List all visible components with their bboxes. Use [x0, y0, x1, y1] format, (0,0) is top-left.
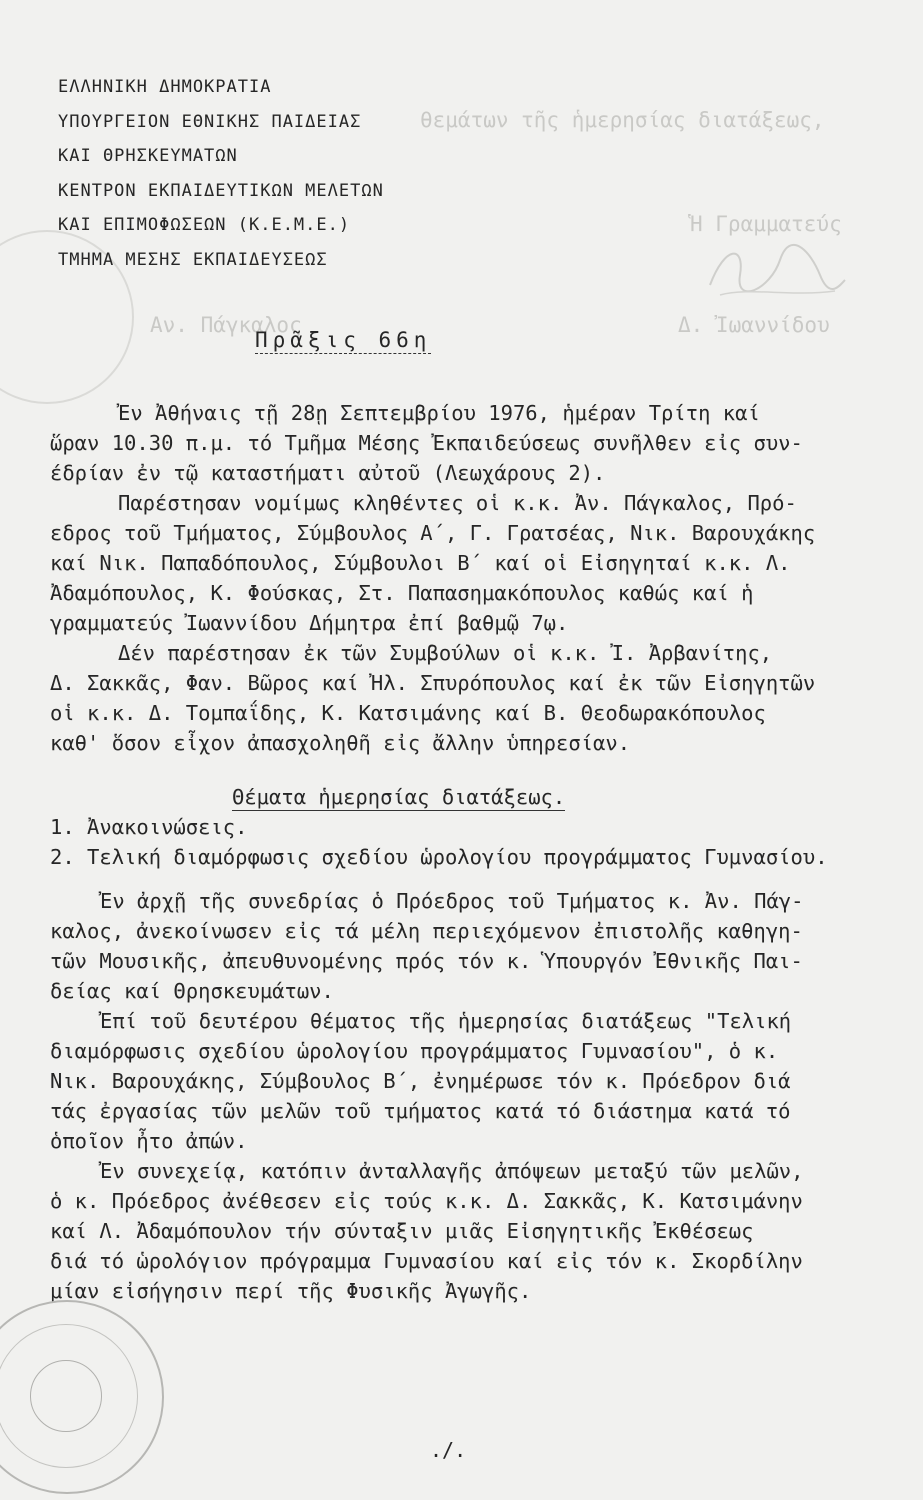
text-line: Παρέστησαν νομίμως κληθέντες οἱ κ.κ. Ἀν. Πάγκαλος, Πρό- [118, 491, 797, 515]
text-line: Ἐν ἀρχῇ τῆς συνεδρίας ὁ Πρόεδρος τοῦ Τμήματος κ. Ἀν. Πάγ- [100, 889, 804, 913]
agenda-title-text: Θέματα ἡμερησίας διατάξεως. [232, 785, 566, 809]
text-line: ὥραν 10.30 π.μ. τό Τμῆμα Μέσης Ἐκπαιδεύσεως συνῆλθεν εἰς συν- [50, 431, 803, 455]
page-end-mark: ./. [430, 1438, 467, 1462]
text-line: Ἀδαμόπουλος, Κ. Φούσκας, Στ. Παπασημακόπουλος καθώς καί ἡ [50, 581, 754, 605]
text-line: τάς ἐργασίας τῶν μελῶν τοῦ τμήματος κατά τό διάστημα κατά τό [50, 1099, 791, 1123]
agenda-item: 1. Ἀνακοινώσεις. [50, 815, 248, 839]
text-line: ὁ κ. Πρόεδρος ἀνέθεσεν εἰς τούς κ.κ. Δ. Σακκᾶς, Κ. Κατσιμάνην [50, 1189, 803, 1213]
official-seal-stamp [0, 1300, 164, 1494]
text-line: ὁποῖον ἦτο ἀπών. [50, 1129, 248, 1153]
text-line: καθ' ὅσον εἶχον ἀπασχοληθῆ εἰς ἄλλην ὑπηρεσίαν. [50, 731, 631, 755]
text-line: εδρος τοῦ Τμήματος, Σύμβουλος Α΄, Γ. Γρατσέας, Νικ. Βαρουχάκης [50, 521, 816, 545]
text-line: Δ. Σακκᾶς, Φαν. Βῶρος καί Ἠλ. Σπυρόπουλος καί ἐκ τῶν Εἰσηγητῶν [50, 671, 816, 695]
document-title [255, 328, 431, 352]
text-line: διά τό ὡρολόγιον πρόγραμμα Γυμνασίου καί εἰς τόν κ. Σκορδίλην [50, 1249, 803, 1273]
agenda-title [50, 782, 892, 812]
text-line: μίαν εἰσήγησιν περί τῆς Φυσικῆς Ἀγωγῆς. [50, 1279, 532, 1303]
text-line: διαμόρφωσις σχεδίου ὡρολογίου προγράμματος Γυμνασίου", ὁ κ. [50, 1039, 779, 1063]
letterhead-line: ΚΕΝΤΡΟΝ ΕΚΠΑΙΔΕΥΤΙΚΩΝ ΜΕΛΕΤΩΝ [58, 180, 384, 201]
text-line: τῶν Μουσικῆς, ἀπευθυνομένης πρός τόν κ. Ὑπουργόν Ἐθνικῆς Παι- [50, 949, 803, 973]
letterhead-line: ΚΑΙ ΘΡΗΣΚΕΥΜΑΤΩΝ [58, 146, 238, 166]
text-line: Ἐν συνεχείᾳ, κατόπιν ἀνταλλαγῆς ἀπόψεων μεταξύ τῶν μελῶν, [100, 1159, 804, 1183]
text-line: γραμματεύς Ἰωαννίδου Δήμητρα ἐπί βαθμῷ 7ῳ. [50, 611, 569, 635]
minutes-body [50, 398, 892, 1306]
text-line: Ἐπί τοῦ δευτέρου θέματος τῆς ἡμερησίας διατάξεως "Τελική [100, 1009, 792, 1033]
bleed-through-text: Αν. Πάγκαλος [150, 313, 302, 337]
bleed-through-text: θεμάτων τῆς ἡμερησίας διατάξεως, [420, 108, 825, 132]
letterhead-line: ΚΑΙ ΕΠΙΜΟΦΩΣΕΩΝ (Κ.Ε.Μ.Ε.) [58, 215, 351, 235]
title-text: Πρᾶξις 66η [255, 328, 432, 352]
text-line: οἱ κ.κ. Δ. Τομπαΐδης, Κ. Κατσιμάνης καί Β. Θεοδωρακόπουλος [50, 701, 766, 725]
signature-bleed-through [700, 235, 850, 305]
text-line: καί Νικ. Παπαδόπουλος, Σύμβουλοι Β΄ καί οἱ Εἰσηγηταί κ.κ. Λ. [50, 551, 791, 575]
bleed-through-text: Δ. Ἰωαννίδου [678, 313, 830, 337]
text-line: Ἐν Ἀθήναις τῇ 28ῃ Σεπτεμβρίου 1976, ἡμέραν Τρίτη καί [118, 401, 760, 425]
letterhead-line: ΤΜΗΜΑ ΜΕΣΗΣ ΕΚΠΑΙΔΕΥΣΕΩΣ [58, 249, 328, 270]
agenda-item: 2. Τελική διαμόρφωσις σχεδίου ὡρολογίου προγράμματος Γυμνασίου. [50, 845, 828, 869]
text-line: Νικ. Βαρουχάκης, Σύμβουλος Β΄, ἐνημέρωσε τόν κ. Πρόεδρον διά [50, 1069, 791, 1093]
letterhead-line: ΥΠΟΥΡΓΕΙΟΝ ΕΘΝΙΚΗΣ ΠΑΙΔΕΙΑΣ [58, 111, 362, 132]
text-line: καλος, ἀνεκοίνωσεν εἰς τά μέλη περιεχόμενον ἐπιστολῆς καθηγη- [50, 919, 803, 943]
text-line: καί Λ. Ἀδαμόπουλον τήν σύνταξιν μιᾶς Εἰσηγητικῆς Ἐκθέσεως [50, 1219, 754, 1243]
text-line: δείας καί Θρησκευμάτων. [50, 979, 334, 1003]
bleed-through-text: Ἡ Γραμματεύς [690, 212, 842, 236]
letterhead-line: ΕΛΛΗΝΙΚΗ ΔΗΜΟΚΡΑΤΙΑ [58, 77, 272, 97]
text-line: Δέν παρέστησαν ἐκ τῶν Συμβούλων οἱ κ.κ. Ἰ. Ἀρβανίτης, [118, 641, 773, 665]
letterhead [58, 70, 384, 277]
text-line: έδρίαν ἐν τῷ καταστήματι αὐτοῦ (Λεωχάρους 2). [50, 461, 606, 485]
